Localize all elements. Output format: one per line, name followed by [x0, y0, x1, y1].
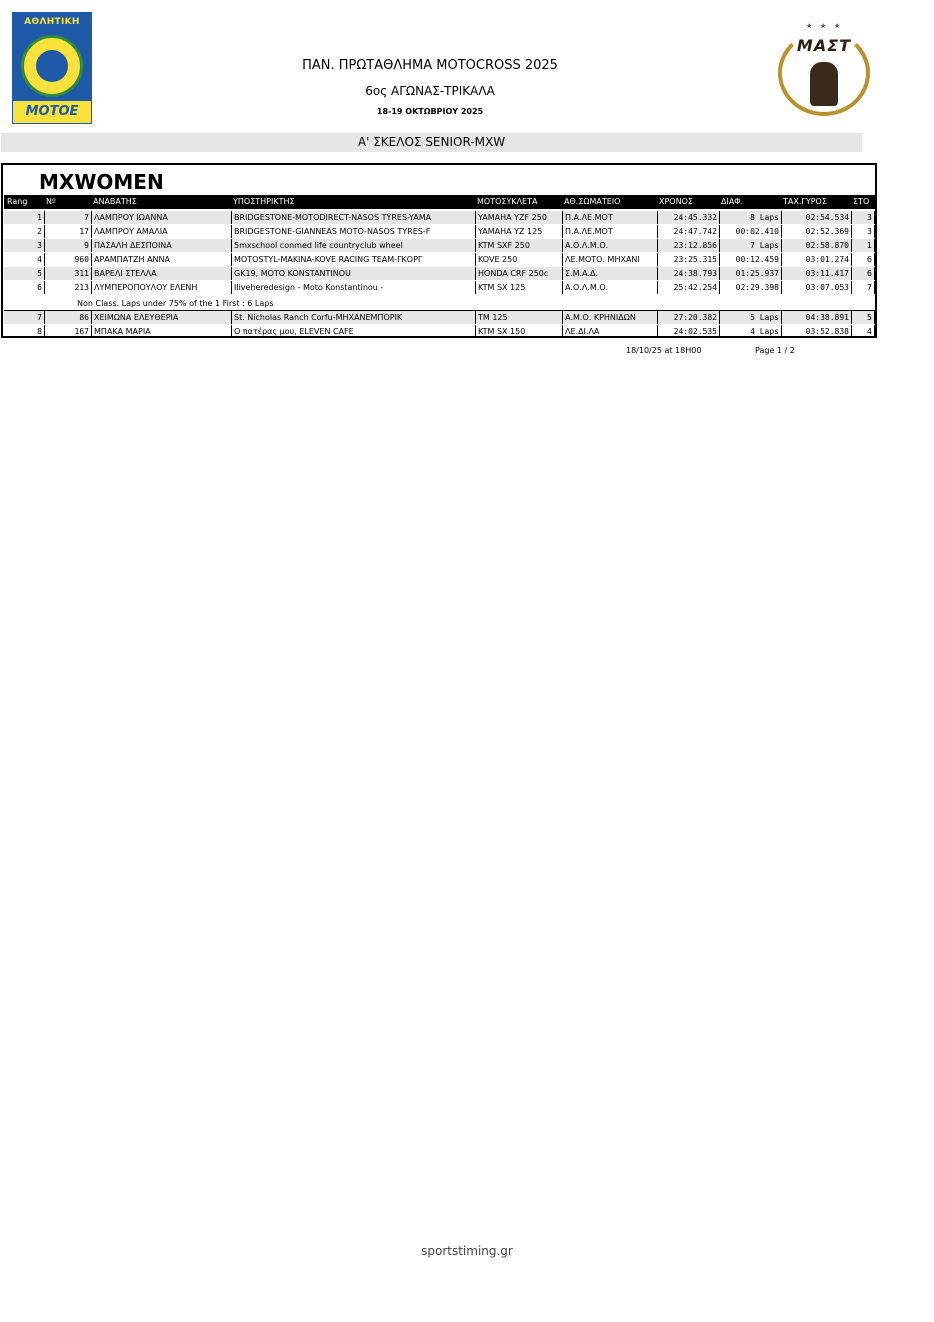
cell-rang: 8 — [4, 325, 45, 338]
cell-rider: ΒΑΡΕΛΙ ΣΤΕΛΛΑ — [92, 267, 232, 280]
table-row — [4, 325, 875, 338]
cell-diff: 01:25.937 — [720, 267, 782, 280]
cell-time: 24:38.793 — [658, 267, 720, 280]
cell-time: 24:45.332 — [658, 211, 720, 224]
col-club: ΑΘ.ΣΩΜΑΤΕΙΟ — [564, 197, 621, 206]
logo-bottom-text: ΜΟΤΟΕ — [13, 101, 91, 123]
cell-bike: KOVE 250 — [476, 253, 563, 266]
col-no: Nº — [46, 197, 56, 206]
col-sto: ΣΤΟ — [853, 197, 870, 206]
cell-club: ΛΕ.ΔΙ.ΛΑ — [563, 325, 658, 338]
cell-no: 213 — [45, 281, 92, 294]
category-title: MXWOMEN — [39, 170, 164, 194]
cell-time: 23:12.856 — [658, 239, 720, 252]
cell-sto: 5 — [852, 311, 875, 324]
col-sponsor: ΥΠΟΣΤΗΡΙΚΤΗΣ — [233, 197, 295, 206]
cell-bike: KTM SXF 250 — [476, 239, 563, 252]
cell-sponsor: St. Nicholas Ranch Corfu-ΜΗΧΑΝΕΜΠΟΡΙΚ — [232, 311, 476, 324]
cell-best-lap: 03:52.838 — [782, 325, 852, 338]
cell-no: 86 — [45, 311, 92, 324]
page-number: Page 1 / 2 — [755, 346, 795, 355]
cell-best-lap: 03:01.274 — [782, 253, 852, 266]
cell-best-lap: 04:38.891 — [782, 311, 852, 324]
cell-rider: ΛΥΜΠΕΡΟΠΟΥΛΟΥ ΕΛΕΝΗ — [92, 281, 232, 294]
cell-sto: 6 — [852, 267, 875, 280]
printed-timestamp: 18/10/25 at 18H00 — [626, 346, 702, 355]
table-row — [4, 311, 875, 324]
cell-sponsor: BRIDGESTONE-GIANNEAS MOTO-NASOS TYRES-F — [232, 225, 476, 238]
table-row — [4, 225, 875, 238]
event-title: 6ος ΑΓΩΝΑΣ-ΤΡΙΚΑΛΑ — [365, 84, 495, 98]
cell-sto: 7 — [852, 281, 875, 294]
cell-best-lap: 03:07.053 — [782, 281, 852, 294]
non-class-note — [4, 297, 875, 311]
cell-no: 9 — [45, 239, 92, 252]
cell-sponsor: Iliveheredesign - Moto Konstantinou - — [232, 281, 476, 294]
col-time: ΧΡΟΝΟΣ — [659, 197, 693, 206]
cell-time: 23:25.315 — [658, 253, 720, 266]
cell-sponsor: 5mxschool conmed life countryclub wheel — [232, 239, 476, 252]
cell-club: Π.Α.ΛΕ.ΜΟΤ — [563, 225, 658, 238]
cell-bike: TM 125 — [476, 311, 563, 324]
cell-diff: 00:12.459 — [720, 253, 782, 266]
table-row — [4, 211, 875, 224]
col-bike: ΜΟΤΟΣΥΚΛΕΤΑ — [477, 197, 538, 206]
table-row — [4, 253, 875, 266]
cell-sponsor: Ο πατέρας μου, ELEVEN CAFE — [232, 325, 476, 338]
cell-time: 24:02.535 — [658, 325, 720, 338]
cell-diff: 7 Laps — [720, 239, 782, 252]
cell-diff: 02:29.398 — [720, 281, 782, 294]
cell-no: 960 — [45, 253, 92, 266]
cell-sto: 6 — [852, 253, 875, 266]
table-row — [4, 267, 875, 280]
cell-club: ΛΕ.ΜΟΤΟ. ΜΗΧΑΝΙ — [563, 253, 658, 266]
cell-time: 27:20.382 — [658, 311, 720, 324]
site-link[interactable]: sportstiming.gr — [421, 1244, 513, 1258]
col-rider: ΑΝΑΒΑΤΗΣ — [93, 197, 137, 206]
cell-rider: ΛΑΜΠΡΟΥ ΑΜΑΛΙΑ — [92, 225, 232, 238]
championship-title: ΠΑΝ. ΠΡΩΤΑΘΛΗΜΑ MOTOCROSS 2025 — [302, 58, 558, 73]
cell-club: Α.Μ.Ο. ΚΡΗΝΙΔΩΝ — [563, 311, 658, 324]
cell-rider: ΛΑΜΠΡΟΥ ΙΩΑΝΝΑ — [92, 211, 232, 224]
cell-rang: 7 — [4, 311, 45, 324]
cell-club: Σ.Μ.Α.Δ. — [563, 267, 658, 280]
cell-diff: 4 Laps — [720, 325, 782, 338]
cell-no: 311 — [45, 267, 92, 280]
cell-rider: ΜΠΑΚΑ ΜΑΡΙΑ — [92, 325, 232, 338]
cell-diff: 5 Laps — [720, 311, 782, 324]
table-row — [4, 239, 875, 252]
cell-rang: 4 — [4, 253, 45, 266]
cell-diff: 00:02.410 — [720, 225, 782, 238]
col-rang: Rang — [7, 197, 28, 206]
table-row — [4, 281, 875, 294]
cell-bike: HONDA CRF 250c — [476, 267, 563, 280]
cell-sto: 3 — [852, 211, 875, 224]
cell-best-lap: 02:52.369 — [782, 225, 852, 238]
cell-club: Α.Ο.Λ.Μ.Ο. — [563, 239, 658, 252]
cell-bike: YAMAHA YZF 250 — [476, 211, 563, 224]
star-icon: ★ — [834, 22, 841, 30]
cell-rider: ΑΡΑΜΠΑΤΖΗ ΑΝΝΑ — [92, 253, 232, 266]
table-header — [4, 195, 875, 209]
results-table — [1, 163, 877, 338]
mast-logo-text: ΜΑΣΤ — [796, 36, 852, 55]
cell-rang: 5 — [4, 267, 45, 280]
cell-best-lap: 02:54.534 — [782, 211, 852, 224]
cell-no: 7 — [45, 211, 92, 224]
star-icon: ★ — [820, 22, 827, 30]
cell-rang: 1 — [4, 211, 45, 224]
event-dates: 18-19 ΟΚΤΩΒΡΙΟΥ 2025 — [376, 107, 484, 116]
col-diff: ΔΙΑΦ. — [721, 197, 744, 206]
logo-top-text: ΑΘΛΗΤΙΚΗ — [13, 13, 91, 31]
star-icon: ★ — [806, 22, 813, 30]
cell-time: 24:47.742 — [658, 225, 720, 238]
cell-diff: 8 Laps — [720, 211, 782, 224]
cell-bike: KTM SX 150 — [476, 325, 563, 338]
cell-sponsor: BRIDGESTONE-MOTODIRECT-NASOS TYRES-YAMA — [232, 211, 476, 224]
cell-club: Α.Ο.Λ.Μ.Ο. — [563, 281, 658, 294]
cell-sto: 3 — [852, 225, 875, 238]
col-best-lap: ΤΑΧ.ΓΥΡΟΣ — [783, 197, 827, 206]
cell-sto: 4 — [852, 325, 875, 338]
cell-best-lap: 02:58.870 — [782, 239, 852, 252]
cell-rider: ΧΕΙΜΩΝΑ ΕΛΕΥΘΕΡΙΑ — [92, 311, 232, 324]
cell-no: 17 — [45, 225, 92, 238]
cell-rang: 2 — [4, 225, 45, 238]
cell-bike: YAMAHA YZ 125 — [476, 225, 563, 238]
cell-best-lap: 03:11.417 — [782, 267, 852, 280]
cell-club: Π.Α.ΛΕ.ΜΟΤ — [563, 211, 658, 224]
cell-rang: 6 — [4, 281, 45, 294]
cell-rider: ΠΑΣΑΛΗ ΔΕΣΠΟΙΝΑ — [92, 239, 232, 252]
session-title: Α' ΣΚΕΛΟΣ SENIOR-MXW — [1, 133, 862, 152]
non-class-note-text: Non Class. Laps under 75% of the 1 First : 6 Laps — [77, 299, 274, 308]
cell-no: 167 — [45, 325, 92, 338]
cell-rang: 3 — [4, 239, 45, 252]
cell-sto: 1 — [852, 239, 875, 252]
cell-sponsor: MOTOSTYL-MAKINA-KOVE RACING TEAM-ΓΚΟΡΓ — [232, 253, 476, 266]
cell-sponsor: GK19, MOTO KONSTANTINOU — [232, 267, 476, 280]
cell-bike: KTM SX 125 — [476, 281, 563, 294]
cell-time: 25:42.254 — [658, 281, 720, 294]
